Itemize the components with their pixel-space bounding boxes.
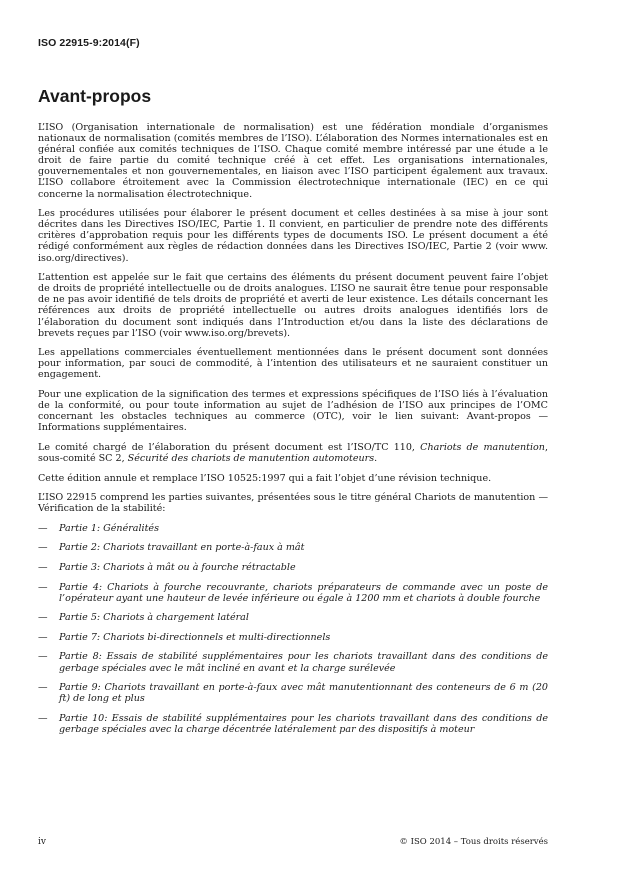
committee-middle: , sous-comité SC 2, — [38, 441, 548, 464]
paragraph-procedures: Les procédures utilisées pour élaborer le présent document et celles destinées à sa mise à jour sont décrites dans les Directives ISO/IEC, Partie 1. Il convient, en particulier de prendre note des différents critères d’approbation requis pour les différents types de documents ISO. Le présent document a été rédigé conformément aux règles de rédaction données dans les Directives ISO/IEC, Partie 2 (voir www. iso.org/directives). — [38, 208, 548, 264]
paragraph-trade-names: Les appellations commerciales éventuellement mentionnées dans le présent document sont données pour information, par souci de commodité, à l’intention des utilisateurs et ne sauraient constituer un engagement. — [38, 347, 548, 381]
committee-tc-title: Chariots de manutention — [420, 441, 545, 453]
paragraph-iso-intro: L’ISO (Organisation internationale de normalisation) est une fédération mondiale d’organismes nationaux de normalisation (comités membres de l’ISO). L’élaboration des Normes internationales est en général confiée aux comités techniques de l’ISO. Chaque comité membre intéressé par une étude a le droit de faire partie du comité technique créé à cet effet. Les organisations internationales, gouvernementales et non gouvernementales, en liaison avec l’ISO participent également aux travaux. L’ISO collabore étroitement avec la Commission électrotechnique internationale (IEC) en ce qui concerne la normalisation électrotechnique. — [38, 122, 548, 200]
committee-suffix: . — [374, 452, 378, 464]
list-item — [38, 562, 548, 573]
committee-sc-title: Sécurité des chariots de manutention automoteurs — [127, 452, 375, 464]
list-dash: — — [38, 522, 48, 534]
foreword-body — [38, 122, 548, 744]
list-item — [38, 523, 548, 534]
part-title: Partie 4: Chariots à fourche recouvrante, chariots préparateurs de commande avec un poste de l’opérateur ayant une hauteur de levée inférieure ou égale à 1200 mm et chariots à double fourche — [59, 581, 548, 604]
list-item — [38, 632, 548, 643]
paragraph-patents: L’attention est appelée sur le fait que certains des éléments du présent document peuvent faire l’objet de droits de propriété intellectuelle ou de droits analogues. L’ISO ne saurait être tenue pour responsable de ne pas avoir identifié de tels droits de propriété et averti de leur existence. Les détails concernant les références aux droits de propriété intellectuelle ou autres droits analogues identifiés lors de l’élaboration du document sont indiqués dans l’Introduction et/ou dans la liste des déclarations de brevets reçues par l’ISO (voir www.iso.org/brevets). — [38, 272, 548, 339]
list-dash: — — [38, 612, 48, 624]
parts-list — [38, 523, 548, 735]
part-title: Partie 3: Chariots à mât ou à fourche rétractable — [59, 562, 296, 573]
part-title: Partie 2: Chariots travaillant en porte-à-faux à mât — [59, 542, 305, 554]
list-item — [38, 651, 548, 673]
paragraph-conformity: Pour une explication de la signification des termes et expressions spécifiques de l’ISO liés à l’évaluation de la conformité, ou pour toute information au sujet de l’adhésion de l’ISO aux principes de l’OMC concernant les obstacles techniques au commerce (OTC), voir le lien suivant: Avant-propos — Informations supplémentaires. — [38, 388, 548, 434]
part-title: Partie 1: Généralités — [59, 522, 159, 534]
paragraph-edition: Cette édition annule et remplace l’ISO 10525:1997 qui a fait l’objet d’une révision technique. — [38, 472, 492, 484]
list-dash: — — [38, 631, 48, 643]
copyright-notice: © ISO 2014 – Tous droits réservés — [399, 837, 548, 847]
list-item — [38, 682, 548, 704]
part-title: Partie 5: Chariots à chargement latéral — [59, 612, 249, 624]
part-title: Partie 8: Essais de stabilité supplémentaires pour les chariots travaillant dans des conditions de gerbage spéciales avec le mât incliné en avant et la charge surélevée — [59, 651, 548, 674]
list-dash: — — [38, 712, 48, 724]
committee-prefix: Le comité chargé de l’élaboration du présent document est l’ISO/TC 110, — [38, 441, 421, 453]
list-item — [38, 582, 548, 604]
paragraph-parts-intro: L’ISO 22915 comprend les parties suivantes, présentées sous le titre général Chariots de manutention — Vérification de la stabilité: — [38, 492, 548, 515]
list-item — [38, 612, 548, 623]
list-dash: — — [38, 581, 48, 593]
list-dash: — — [38, 682, 48, 694]
paragraph-committee — [38, 442, 548, 464]
list-item — [38, 542, 548, 553]
document-id: ISO 22915-9:2014(F) — [38, 37, 140, 49]
list-item — [38, 713, 548, 735]
page-number: iv — [38, 837, 46, 847]
part-title: Partie 7: Chariots bi-directionnels et multi-directionnels — [59, 631, 331, 643]
list-dash: — — [38, 562, 48, 573]
part-title: Partie 9: Chariots travaillant en porte-à-faux avec mât manutentionnant des conteneurs de 6 m (20 ft) de long et plus — [59, 682, 548, 705]
list-dash: — — [38, 651, 48, 663]
page-title: Avant-propos — [38, 86, 152, 106]
part-title: Partie 10: Essais de stabilité supplémentaires pour les chariots travaillant dans des conditions de gerbage spéciales avec la charge décentrée latéralement par des dispositifs à moteur — [59, 712, 548, 735]
document-page — [38, 0, 548, 876]
list-dash: — — [38, 542, 48, 554]
